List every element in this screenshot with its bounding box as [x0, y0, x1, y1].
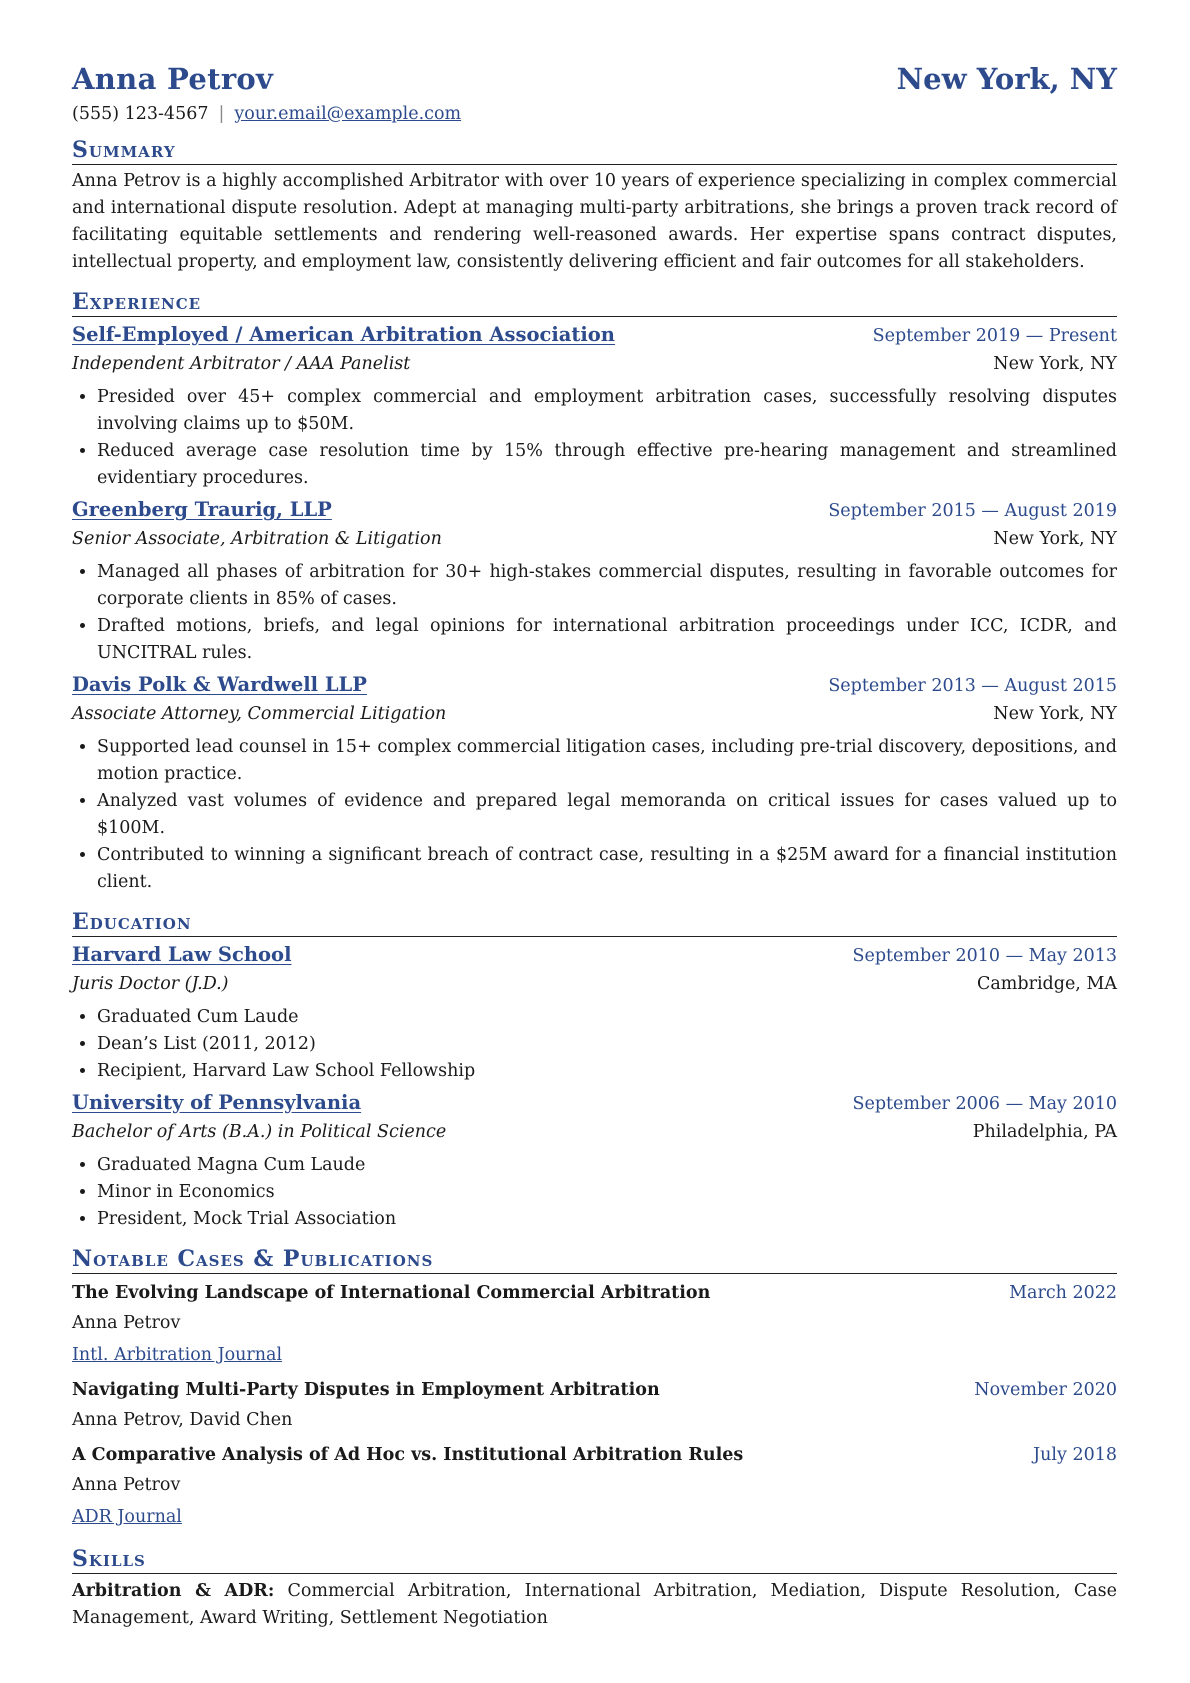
publication-entry — [72, 1280, 1117, 1371]
education-section — [72, 908, 1117, 1233]
bullet-item: • Analyzed vast volumes of evidence and prepared legal memoranda on critical issues for cases valued up to $100M. — [97, 788, 1117, 842]
entry-location: New York, NY — [993, 704, 1117, 724]
header — [72, 62, 1117, 96]
bullet-item: • Graduated Cum Laude — [97, 1004, 1117, 1031]
experience-entry — [72, 496, 1117, 667]
job-title: Independent Arbitrator / AAA Panelist — [72, 354, 411, 374]
entry-dates: September 2006 — May 2010 — [852, 1094, 1117, 1114]
header-location: New York, NY — [896, 62, 1117, 96]
education-entry — [72, 941, 1117, 1085]
section-title-skills: Skills — [72, 1545, 1117, 1574]
bullet-item: • Contributed to winning a significant breach of contract case, resulting in a $25M award for a financial institution client. — [97, 842, 1117, 896]
publication-title: A Comparative Analysis of Ad Hoc vs. Institutional Arbitration Rules — [72, 1445, 744, 1465]
entry-location: New York, NY — [993, 529, 1117, 549]
bullet-item: • Supported lead counsel in 15+ complex commercial litigation cases, including pre-trial discovery, depositions, and motion practice. — [97, 734, 1117, 788]
bullet-list — [72, 559, 1117, 667]
publication-venue-link[interactable]: ADR Journal — [72, 1507, 182, 1527]
employer-link[interactable]: Davis Polk & Wardwell LLP — [72, 673, 367, 696]
bullet-item: • President, Mock Trial Association — [97, 1206, 1117, 1233]
publication-entry — [72, 1442, 1117, 1533]
section-title-experience: Experience — [72, 288, 1117, 317]
resume-page — [72, 62, 1117, 1632]
entry-location: New York, NY — [993, 354, 1117, 374]
bullet-list — [72, 1004, 1117, 1085]
skills-line — [72, 1578, 1117, 1632]
experience-entry — [72, 321, 1117, 492]
job-title: Associate Attorney, Commercial Litigation — [72, 704, 447, 724]
school-link[interactable]: University of Pennsylvania — [72, 1091, 362, 1114]
section-title-publications: Notable Cases & Publications — [72, 1245, 1117, 1274]
email-link[interactable]: your.email@example.com — [234, 104, 462, 124]
summary-text: Anna Petrov is a highly accomplished Arbitrator with over 10 years of experience specializing in complex commercial and international dispute resolution. Adept at managing multi-party arbitrations, she brings a proven track record of facilitating equitable settlements and rendering well-reasoned awards. Her expertise spans contract disputes, intellectual property, and employment law, consistently delivering efficient and fair outcomes for all stakeholders. — [72, 171, 1117, 272]
education-entry — [72, 1089, 1117, 1233]
publication-authors: Anna Petrov — [72, 1313, 181, 1333]
bullet-item: • Dean’s List (2011, 2012) — [97, 1031, 1117, 1058]
employer-link[interactable]: Self-Employed / American Arbitration Association — [72, 323, 615, 346]
summary-section — [72, 136, 1117, 276]
publication-title: Navigating Multi-Party Disputes in Employment Arbitration — [72, 1380, 660, 1400]
experience-entry — [72, 671, 1117, 896]
phone: (555) 123-4567 — [72, 104, 209, 124]
school-link[interactable]: Harvard Law School — [72, 943, 292, 966]
degree: Bachelor of Arts (B.A.) in Political Science — [72, 1122, 447, 1142]
bullet-list — [72, 384, 1117, 492]
publication-title: The Evolving Landscape of International Commercial Arbitration — [72, 1283, 711, 1303]
degree: Juris Doctor (J.D.) — [72, 974, 229, 994]
employer-link[interactable]: Greenberg Traurig, LLP — [72, 498, 332, 521]
experience-section — [72, 288, 1117, 896]
bullet-list — [72, 1152, 1117, 1233]
bullet-item: • Minor in Economics — [97, 1179, 1117, 1206]
entry-dates: September 2015 — August 2019 — [828, 501, 1117, 521]
publication-venue-link[interactable]: Intl. Arbitration Journal — [72, 1345, 283, 1365]
bullet-item: • Reduced average case resolution time by 15% through effective pre-hearing management and streamlined evidentiary procedures. — [97, 438, 1117, 492]
entry-dates: September 2010 — May 2013 — [852, 946, 1117, 966]
section-title-education: Education — [72, 908, 1117, 937]
publication-authors: Anna Petrov — [72, 1475, 181, 1495]
entry-location: Philadelphia, PA — [972, 1122, 1117, 1142]
publication-entry — [72, 1377, 1117, 1436]
section-title-summary: Summary — [72, 136, 1117, 165]
entry-dates: September 2019 — Present — [872, 326, 1117, 346]
skills-section — [72, 1545, 1117, 1632]
skills-category-label: Arbitration & ADR: — [72, 1581, 275, 1601]
bullet-item: • Recipient, Harvard Law School Fellowship — [97, 1058, 1117, 1085]
entry-dates: September 2013 — August 2015 — [828, 676, 1117, 696]
publication-authors: Anna Petrov, David Chen — [72, 1410, 293, 1430]
publications-section — [72, 1245, 1117, 1533]
bullet-item: • Managed all phases of arbitration for 30+ high-stakes commercial disputes, resulting in favorable outcomes for corporate clients in 85% of cases. — [97, 559, 1117, 613]
publication-date: March 2022 — [1009, 1283, 1117, 1303]
publication-date: July 2018 — [1033, 1445, 1117, 1465]
entry-location: Cambridge, MA — [976, 974, 1117, 994]
candidate-name: Anna Petrov — [72, 62, 274, 96]
skills-list: Commercial Arbitration, International Arbitration, Mediation, Dispute Resolution, Case Management, Award Writing, Settlement Negotiation — [72, 1581, 1117, 1628]
bullet-item: • Graduated Magna Cum Laude — [97, 1152, 1117, 1179]
contact-line — [72, 104, 1117, 124]
bullet-list — [72, 734, 1117, 896]
contact-separator: | — [218, 104, 225, 124]
bullet-item: • Drafted motions, briefs, and legal opinions for international arbitration proceedings under ICC, ICDR, and UNCITRAL rules. — [97, 613, 1117, 667]
job-title: Senior Associate, Arbitration & Litigation — [72, 529, 442, 549]
publication-date: November 2020 — [974, 1380, 1117, 1400]
bullet-item: • Presided over 45+ complex commercial and employment arbitration cases, successfully resolving disputes involving claims up to $50M. — [97, 384, 1117, 438]
